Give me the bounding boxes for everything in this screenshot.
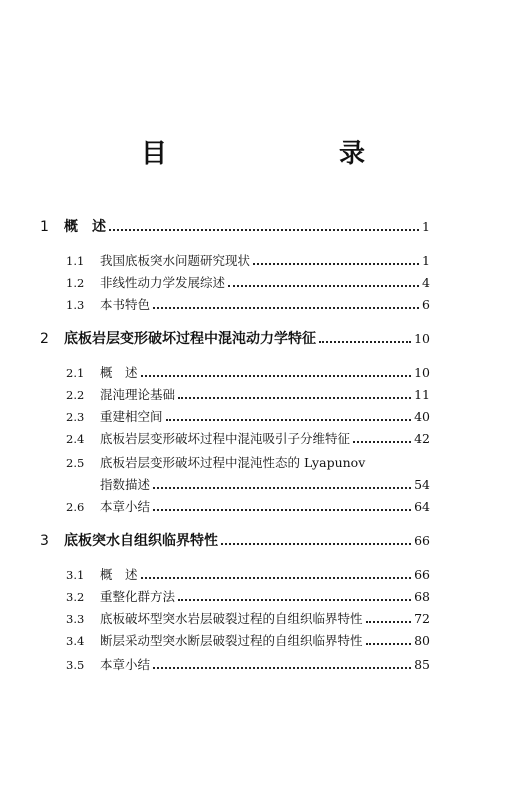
toc-page: 54 <box>414 477 430 492</box>
toc-chapter-2[interactable] <box>40 330 430 348</box>
toc-label: 底板岩层变形破坏过程中混沌性态的 Lyapunov <box>100 455 366 470</box>
dot-leader <box>153 509 411 511</box>
toc-label: 底板岩层变形破坏过程中混沌吸引子分维特征 <box>100 431 351 446</box>
toc-page: 40 <box>414 409 430 424</box>
toc-page: 68 <box>414 589 430 604</box>
toc-number: 2.4 <box>66 432 85 446</box>
dot-leader <box>366 643 412 645</box>
toc-page: 80 <box>414 633 430 648</box>
page-title: 目 录 <box>140 139 405 169</box>
toc-label: 本书特色 <box>100 297 151 312</box>
toc-label: 断层采动型突水断层破裂过程的自组织临界特性 <box>100 633 363 648</box>
toc-number: 3.5 <box>66 658 85 672</box>
dot-leader <box>178 599 411 601</box>
toc-number: 1 <box>40 219 49 235</box>
toc-page: 66 <box>414 533 430 548</box>
toc-section-1-1[interactable] <box>66 252 430 270</box>
toc-section-3-5[interactable] <box>66 656 430 674</box>
toc-label: 重整化群方法 <box>100 589 176 604</box>
toc-section-3-1[interactable] <box>66 566 430 584</box>
dot-leader <box>141 577 412 579</box>
dot-leader <box>319 341 411 343</box>
toc-page: 11 <box>414 387 430 402</box>
toc-number: 2.3 <box>66 410 85 424</box>
toc-page: 6 <box>422 297 430 312</box>
dot-leader <box>141 375 412 377</box>
toc-page: 72 <box>414 611 430 626</box>
toc-section-2-5[interactable] <box>66 454 430 472</box>
toc-number: 2.6 <box>66 500 85 514</box>
toc-number: 3.2 <box>66 590 85 604</box>
toc-label-continued: 指数描述 <box>100 477 151 492</box>
dot-leader <box>366 621 412 623</box>
toc-section-2-1[interactable] <box>66 364 430 382</box>
toc-number: 2 <box>40 331 49 347</box>
toc-label: 重建相空间 <box>100 409 163 424</box>
toc-chapter-3[interactable] <box>40 532 430 550</box>
dot-leader <box>228 285 419 287</box>
toc-label: 底板突水自组织临界特性 <box>64 533 218 549</box>
dot-leader <box>253 263 419 265</box>
toc-section-3-4[interactable] <box>66 632 430 650</box>
toc-label: 本章小结 <box>100 657 151 672</box>
dot-leader <box>153 487 411 489</box>
toc-number: 3.3 <box>66 612 85 626</box>
toc-page: 64 <box>414 499 430 514</box>
toc-label: 非线性动力学发展综述 <box>100 275 226 290</box>
toc-section-1-3[interactable] <box>66 296 430 314</box>
toc-page: 85 <box>414 657 430 672</box>
toc-chapter-1[interactable] <box>40 218 430 236</box>
toc-page: 66 <box>414 567 430 582</box>
dot-leader <box>178 397 411 399</box>
toc-section-1-2[interactable] <box>66 274 430 292</box>
toc-page: 1 <box>422 253 430 268</box>
toc-label: 概 述 <box>100 567 138 582</box>
dot-leader <box>353 441 411 443</box>
toc-page: 10 <box>414 331 430 346</box>
toc-section-3-3[interactable] <box>66 610 430 628</box>
toc-section-2-6[interactable] <box>66 498 430 516</box>
dot-leader <box>109 229 419 231</box>
toc-section-2-3[interactable] <box>66 408 430 426</box>
toc-number: 2.5 <box>66 456 85 470</box>
dot-leader <box>166 419 412 421</box>
toc-label: 底板岩层变形破坏过程中混沌动力学特征 <box>64 331 316 347</box>
toc-number: 3.1 <box>66 568 85 582</box>
toc-page: 4 <box>422 275 430 290</box>
toc-page: 10 <box>414 365 430 380</box>
toc-number: 3 <box>40 533 49 549</box>
dot-leader <box>153 667 411 669</box>
toc-page: 42 <box>414 431 430 446</box>
toc-label: 概 述 <box>100 365 138 380</box>
toc-section-2-5-continued[interactable] <box>100 476 430 494</box>
toc-label: 概 述 <box>64 219 106 235</box>
toc-section-3-2[interactable] <box>66 588 430 606</box>
toc-number: 2.1 <box>66 366 85 380</box>
toc-label: 混沌理论基础 <box>100 387 176 402</box>
toc-section-2-2[interactable] <box>66 386 430 404</box>
toc-number: 2.2 <box>66 388 85 402</box>
toc-section-2-4[interactable] <box>66 430 430 448</box>
dot-leader <box>153 307 419 309</box>
toc-label: 本章小结 <box>100 499 151 514</box>
toc-number: 3.4 <box>66 634 85 648</box>
toc-label: 底板破坏型突水岩层破裂过程的自组织临界特性 <box>100 611 363 626</box>
toc-number: 1.2 <box>66 276 85 290</box>
toc-page: 1 <box>422 219 430 234</box>
toc-label: 我国底板突水问题研究现状 <box>100 253 251 268</box>
dot-leader <box>221 543 411 545</box>
toc-number: 1.3 <box>66 298 85 312</box>
toc-number: 1.1 <box>66 254 85 268</box>
